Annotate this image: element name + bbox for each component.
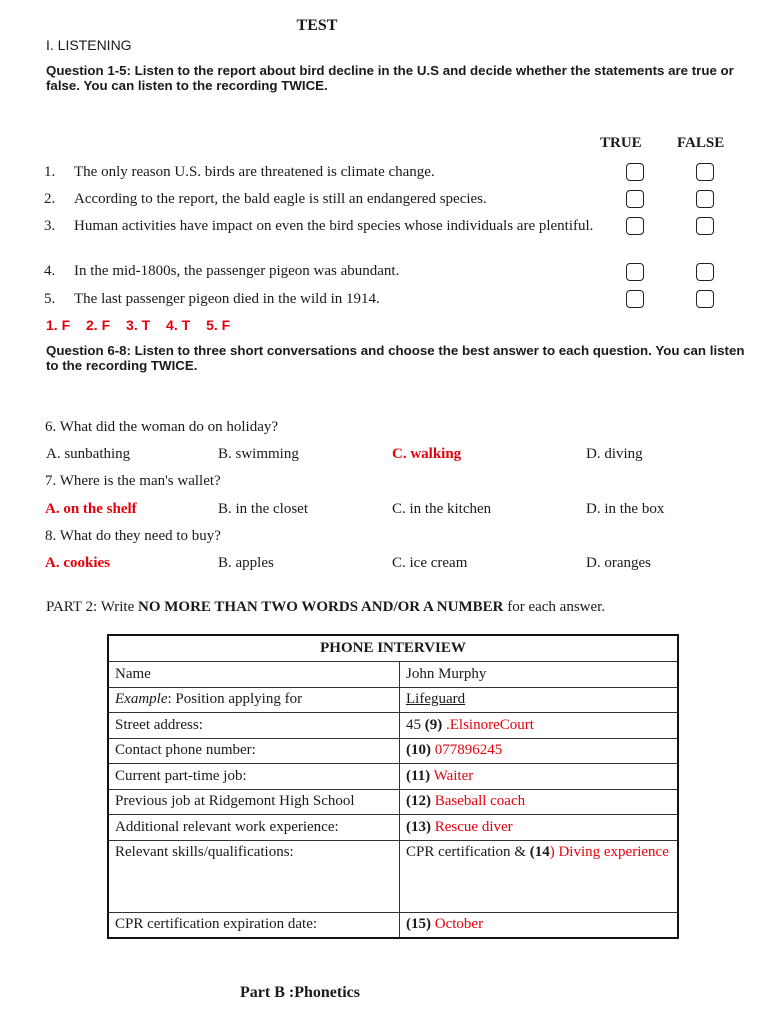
checkbox-false-3[interactable] [696,217,714,235]
checkbox-true-2[interactable] [626,190,644,208]
question-8: 8. What do they need to buy? [45,528,221,544]
option-6d: D. diving [586,446,643,462]
part2-prefix: PART 2: Write [46,599,138,615]
answer-key-item: 3. T [126,317,151,333]
section-heading: I. LISTENING [46,37,132,53]
blank-answer: Rescue diver [431,818,513,835]
checkbox-false-5[interactable] [696,290,714,308]
row-value [400,815,679,841]
row-value [400,687,679,713]
blank-answer: Baseball coach [431,793,526,810]
row-value: John Murphy [400,662,679,688]
value-prefix: CPR certification & [406,843,530,860]
blank-number: (9) [424,716,443,733]
option-8b: B. apples [218,555,274,571]
example-value: Lifeguard [406,691,466,708]
row-value [400,789,679,815]
false-column-header: FALSE [677,135,725,151]
answer-key-1-5 [46,317,242,333]
row-label: CPR certification expiration date: [108,912,400,938]
statement-text: The last passenger pigeon died in the wild in 1914. [74,291,380,307]
option-8c: C. ice cream [392,555,468,571]
example-label: Example [115,691,168,708]
blank-answer: Waiter [430,767,474,784]
row-label: Street address: [108,713,400,739]
option-8a-correct: A. cookies [45,555,110,571]
row-label: Relevant skills/qualifications: [108,840,400,912]
row-label: Name [108,662,400,688]
table-row [108,840,678,912]
part2-emphasis: NO MORE THAN TWO WORDS AND/OR A NUMBER [138,599,504,615]
row-value [400,713,679,739]
blank-number: (14 [529,843,550,860]
part2-suffix: for each answer. [503,599,606,615]
statement-number: 1. [44,164,56,180]
part2-instruction [46,599,605,616]
statement-text: Human activities have impact on even the bird species whose individuals are plentiful. [74,218,594,234]
row-label: Additional relevant work experience: [108,815,400,841]
table-row [108,764,678,790]
blank-number: (11) [406,767,431,784]
row-value [400,912,679,938]
row-label: Previous job at Ridgemont High School [108,789,400,815]
blank-number: (13) [406,818,431,835]
table-row [108,738,678,764]
answer-key-item: 4. T [166,317,191,333]
table-row [108,662,678,688]
blank-answer: October [431,916,484,933]
option-6a: A. sunbathing [46,446,131,462]
page-title: TEST [296,17,338,34]
answer-key-item: 2. F [86,317,111,333]
answer-key-item: 1. F [46,317,71,333]
option-7c: C. in the kitchen [392,501,492,517]
table-header: PHONE INTERVIEW [108,635,678,662]
blank-answer: .ElsinoreCourt [442,716,534,733]
checkbox-true-1[interactable] [626,163,644,181]
table-row [108,789,678,815]
row-label: Current part-time job: [108,764,400,790]
answer-key-item: 5. F [206,317,231,333]
question-7: 7. Where is the man's wallet? [45,473,221,489]
blank-number: (15) [406,916,431,933]
statement-number: 3. [44,218,56,234]
statement-number: 2. [44,191,56,207]
row-label [108,687,400,713]
option-6b: B. swimming [218,446,299,462]
checkbox-false-4[interactable] [696,263,714,281]
statement-text: In the mid-1800s, the passenger pigeon was abundant. [74,263,400,279]
statement-text: According to the report, the bald eagle is still an endangered species. [74,191,487,207]
checkbox-true-4[interactable] [626,263,644,281]
blank-answer: ) Diving experience [549,843,669,860]
example-rest: : Position applying for [167,691,303,708]
option-6c-correct: C. walking [392,446,462,462]
option-7b: B. in the closet [218,501,308,517]
checkbox-false-1[interactable] [696,163,714,181]
value-prefix: 45 [406,716,425,733]
statement-text: The only reason U.S. birds are threatened is climate change. [74,164,435,180]
statement-number: 4. [44,263,56,279]
row-value [400,840,679,912]
blank-number: (12) [406,793,431,810]
table-header-row [108,635,678,662]
row-label: Contact phone number: [108,738,400,764]
row-value [400,738,679,764]
blank-number: (10) [406,742,431,759]
phone-interview-table [107,634,679,939]
true-column-header: TRUE [600,135,642,151]
table-row [108,912,678,938]
table-row [108,815,678,841]
part-b-heading: Part B :Phonetics [240,984,360,1001]
option-7d: D. in the box [586,501,665,517]
instruction-q1-5: Question 1-5: Listen to the report about bird decline in the U.S and decide whether the statements are true or false. You can listen to the recording TWICE. [46,63,734,93]
instruction-q6-8: Question 6-8: Listen to three short conversations and choose the best answer to each question. You can listen to the recording TWICE. [46,343,745,373]
statement-number: 5. [44,291,56,307]
checkbox-false-2[interactable] [696,190,714,208]
checkbox-true-3[interactable] [626,217,644,235]
question-6: 6. What did the woman do on holiday? [45,419,279,435]
table-row [108,687,678,713]
table-row [108,713,678,739]
option-7a-correct: A. on the shelf [45,501,137,517]
blank-answer: 077896245 [431,742,503,759]
option-8d: D. oranges [586,555,651,571]
row-value [400,764,679,790]
checkbox-true-5[interactable] [626,290,644,308]
